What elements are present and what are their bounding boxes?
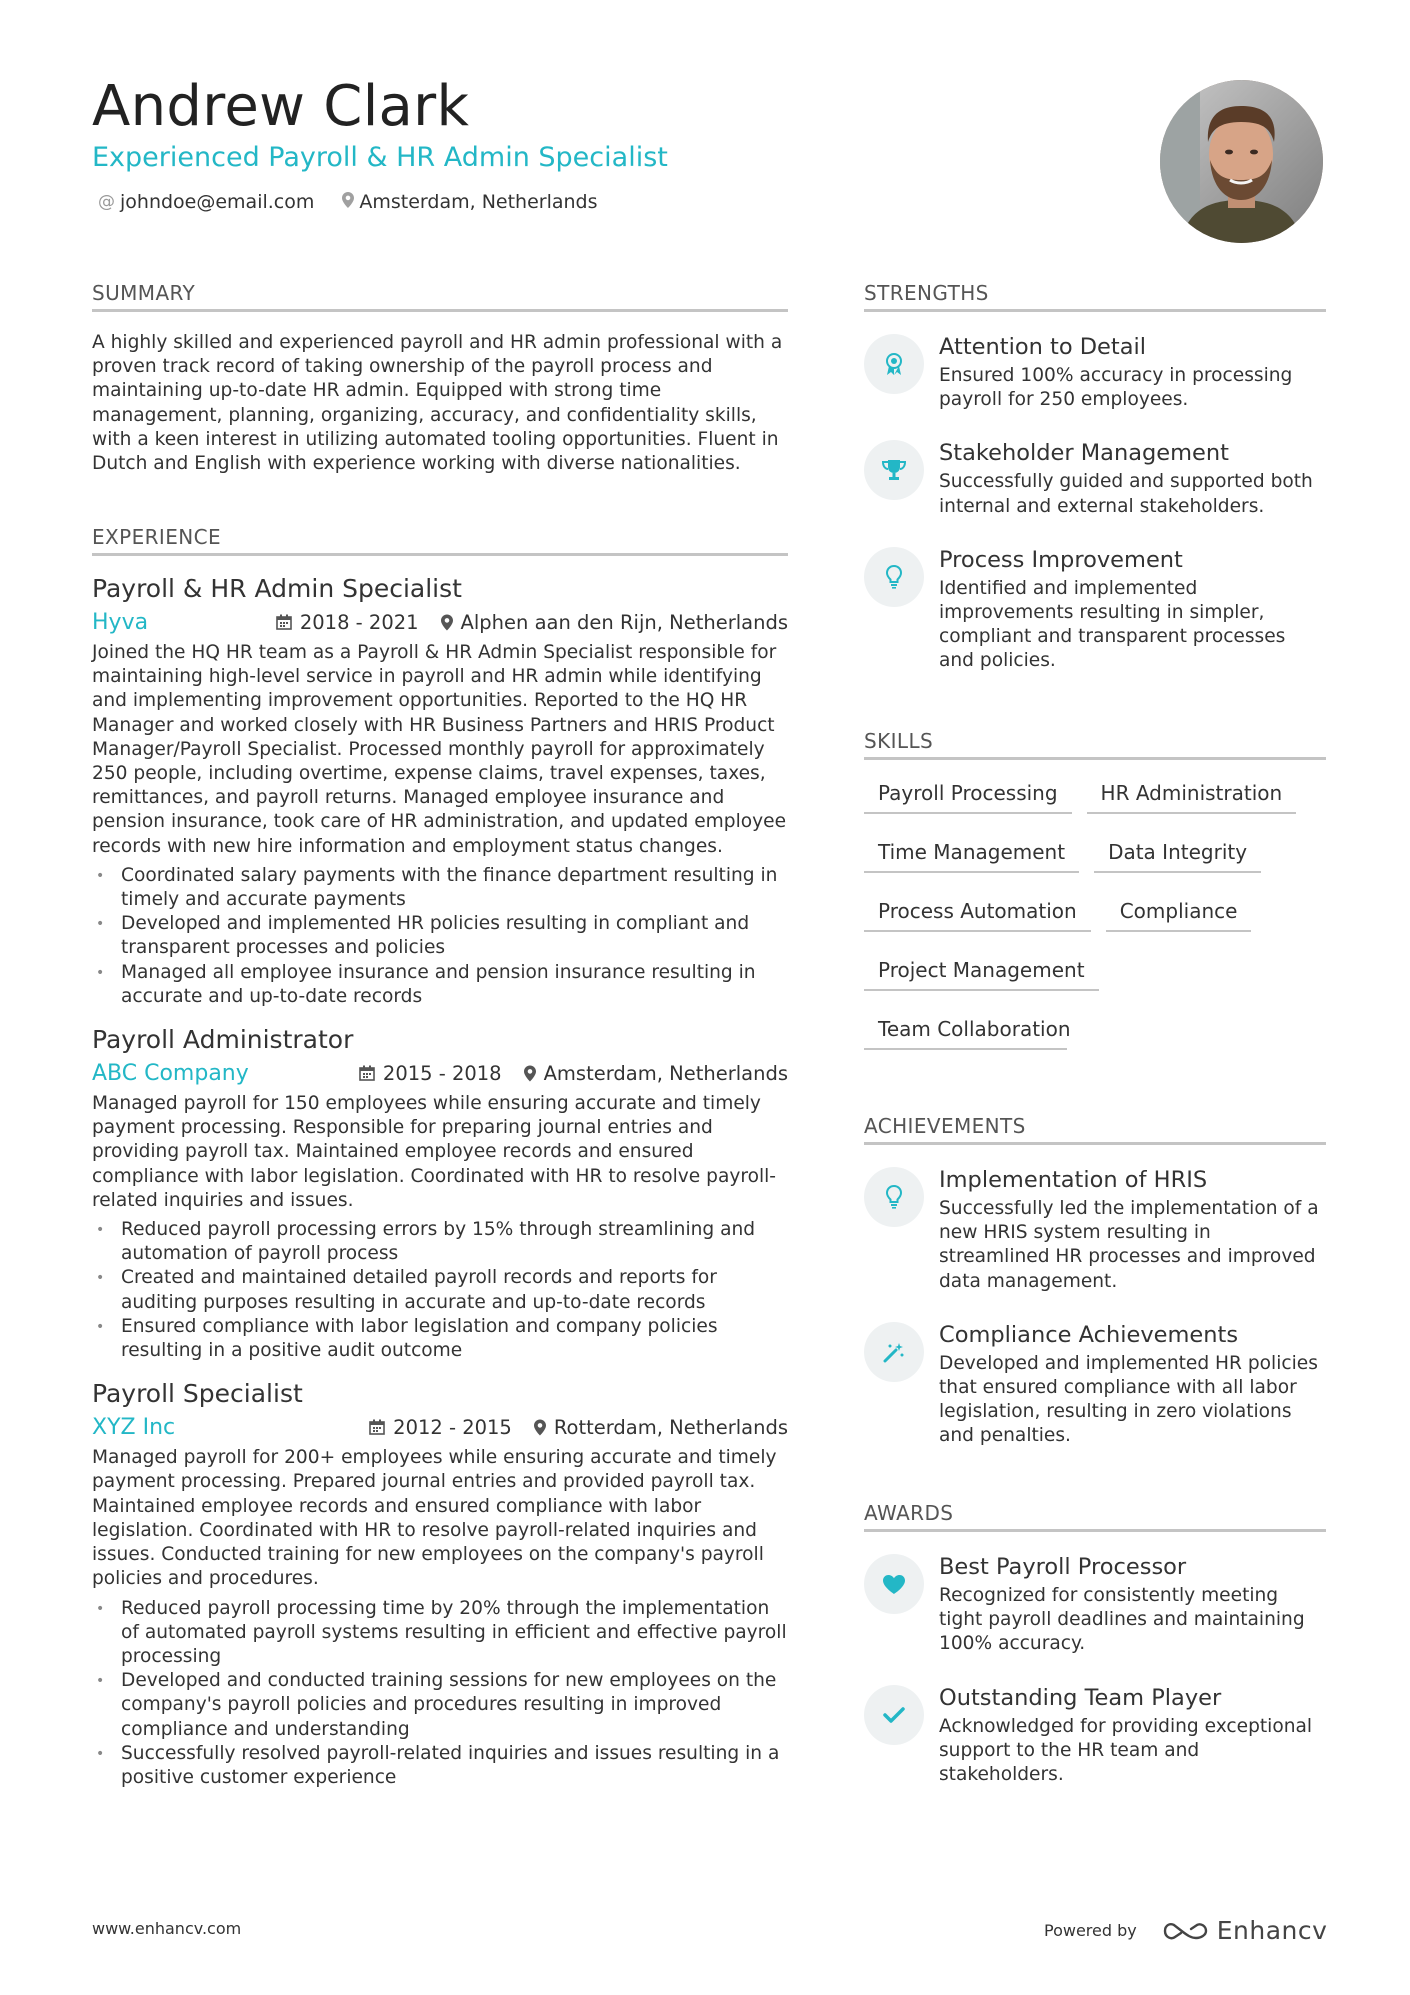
achievement-item (864, 1165, 1326, 1294)
job-dates (359, 1062, 502, 1085)
award-title: Best Payroll Processor (939, 1554, 1187, 1580)
strengths-heading: STRENGTHS (864, 281, 1326, 312)
job-bullets (92, 864, 788, 1009)
candidate-title: Experienced Payroll & HR Admin Specialist (92, 142, 668, 173)
award-desc: Recognized for consistently meeting tight payroll deadlines and maintaining 100% accuracy. (939, 1585, 1305, 1655)
skill-tag: Compliance (1106, 896, 1252, 932)
award-item (864, 1683, 1326, 1788)
strength-title: Process Improvement (939, 546, 1183, 573)
awards-heading: AWARDS (864, 1501, 1326, 1532)
summary-text: A highly skilled and experienced payroll and HR admin professional with a proven track record of taking ownership of the payroll process and maintaining up-to-date HR admin. Equipped with strong time management, planning, organizing, accuracy, and confidentiality skills, with a keen interest in utilizing automated tooling opportunities. Fluent in Dutch and English with experience working with diverse nationalities. (92, 332, 783, 475)
achievement-title: Compliance Achievements (939, 1321, 1239, 1348)
heart-icon (864, 1554, 924, 1614)
strength-title: Stakeholder Management (939, 440, 1229, 467)
bullet-item: • Coordinated salary payments with the finance department resulting in timely and accurate payments (92, 864, 788, 912)
award-title: Outstanding Team Player (939, 1684, 1222, 1711)
achievements-section (864, 1114, 1326, 1449)
location-text: Amsterdam, Netherlands (359, 191, 598, 213)
job-entry (92, 1378, 788, 1790)
award-item (864, 1552, 1326, 1657)
bullet-item: • Developed and implemented HR policies resulting in compliant and transparent processes and policies (92, 912, 788, 960)
job-dates (369, 1416, 512, 1439)
job-meta (92, 1412, 788, 1442)
experience-heading: EXPERIENCE (92, 525, 788, 556)
location-pin-icon (534, 1419, 546, 1436)
contact-bar (98, 191, 626, 213)
job-location (441, 611, 788, 634)
email-text: johndoe@email.com (120, 191, 315, 213)
trophy-icon (864, 440, 924, 500)
strength-title: Attention to Detail (939, 334, 1147, 360)
award-ribbon-icon (864, 334, 924, 394)
strength-desc: Ensured 100% accuracy in processing payroll for 250 employees. (939, 365, 1293, 411)
job-location (534, 1416, 788, 1439)
achievements-list (864, 1165, 1326, 1449)
job-bullets (92, 1597, 788, 1791)
summary-section (92, 281, 788, 476)
bullet-item: • Reduced payroll processing time by 20% through the implementation of automated payroll systems resulting in efficient and effective payroll processing (92, 1597, 788, 1670)
location-pin-icon (342, 192, 354, 213)
skill-tag: Team Collaboration (864, 1014, 1067, 1050)
calendar-icon (369, 1419, 385, 1435)
job-location (524, 1062, 788, 1085)
job-description: Joined the HQ HR team as a Payroll & HR Admin Specialist responsible for maintaining high-level service in payroll and HR admin while identifying and implementing improvement opportunities. Reported to the HQ HR Manager and worked closely with HR Business Partners and HRIS Product Manager/Payroll Specialist. Processed monthly payroll for approximately 250 people, including overtime, expense claims, travel expenses, taxes, remittances, and payroll returns. Managed employee insurance and pension insurance, took care of HR administration, and updated employee records with new hire information and employment status changes. (92, 642, 787, 857)
powered-by-label: Powered by (1044, 1921, 1137, 1940)
experience-section (92, 525, 788, 1790)
lightbulb-icon (864, 1167, 924, 1227)
strength-item (864, 545, 1326, 674)
strength-item (864, 438, 1326, 518)
strength-desc: Successfully guided and supported both internal and external stakeholders. (939, 471, 1313, 517)
bullet-item: • Managed all employee insurance and pension insurance resulting in accurate and up-to-date records (92, 961, 788, 1009)
achievement-title: Implementation of HRIS (939, 1167, 1208, 1193)
awards-section (864, 1501, 1326, 1787)
location-text: Alphen aan den Rijn, Netherlands (460, 610, 788, 634)
profile-photo (1160, 80, 1323, 243)
email-contact[interactable] (98, 191, 314, 213)
job-entry (92, 573, 788, 1009)
company-name: XYZ Inc (92, 1414, 176, 1440)
footer-url[interactable]: www.enhancv.com (92, 1919, 242, 1938)
award-desc: Acknowledged for providing exceptional support to the HR team and stakeholders. (939, 1715, 1313, 1786)
strength-desc: Identified and implemented improvements resulting in simpler, compliant and transparent processes and policies. (939, 577, 1286, 672)
strengths-section (864, 281, 1326, 674)
magic-wand-icon (864, 1322, 924, 1382)
location-text: Amsterdam, Netherlands (543, 1061, 788, 1085)
company-name: ABC Company (92, 1060, 249, 1086)
enhancv-logo-icon (1163, 1920, 1209, 1942)
strength-item (864, 332, 1326, 412)
job-title: Payroll Administrator (92, 1025, 354, 1055)
awards-list (864, 1552, 1326, 1787)
job-entry (92, 1024, 788, 1363)
job-title: Payroll Specialist (92, 1379, 303, 1409)
job-meta (92, 607, 788, 637)
calendar-icon (276, 614, 292, 630)
brand-name: Enhancv (1216, 1916, 1328, 1945)
bullet-item: • Ensured compliance with labor legislation and company policies resulting in a positive audit outcome (92, 1315, 788, 1363)
bullet-item: • Successfully resolved payroll-related inquiries and issues resulting in a positive customer experience (92, 1742, 788, 1790)
achievement-desc: Successfully led the implementation of a new HRIS system resulting in streamlined HR processes and improved data management. (939, 1198, 1319, 1292)
bullet-item: • Developed and conducted training sessions for new employees on the company's payroll policies and procedures resulting in improved compliance and understanding (92, 1669, 788, 1742)
skills-list (864, 778, 1326, 1073)
job-title: Payroll & HR Admin Specialist (92, 574, 462, 603)
skill-tag: Project Management (864, 955, 1099, 991)
bullet-item: • Reduced payroll processing errors by 15% through streamlining and automation of payroll process (92, 1218, 788, 1266)
skill-tag: Time Management (864, 837, 1079, 873)
job-dates (276, 611, 419, 634)
candidate-name: Andrew Clark (92, 74, 470, 139)
skill-tag: HR Administration (1087, 778, 1297, 814)
achievements-heading: ACHIEVEMENTS (864, 1114, 1326, 1145)
skill-tag: Process Automation (864, 896, 1091, 932)
powered-by[interactable] (1044, 1916, 1327, 1945)
location-pin-icon (441, 614, 453, 631)
bullet-item: • Created and maintained detailed payroll records and reports for auditing purposes resulting in accurate and up-to-date records (92, 1266, 788, 1314)
location-contact (342, 191, 597, 213)
job-meta (92, 1058, 788, 1088)
calendar-icon (359, 1065, 375, 1081)
job-bullets (92, 1218, 788, 1363)
at-icon: @ (98, 192, 115, 212)
achievement-item (864, 1320, 1326, 1449)
dates-text: 2015 - 2018 (382, 1061, 502, 1085)
skill-tag: Payroll Processing (864, 778, 1072, 814)
company-name: Hyva (92, 609, 149, 635)
dates-text: 2012 - 2015 (393, 1415, 512, 1439)
location-pin-icon (524, 1065, 536, 1082)
achievement-desc: Developed and implemented HR policies that ensured compliance with all labor legislation, resulting in zero violations and penalties. (939, 1352, 1318, 1447)
location-text: Rotterdam, Netherlands (553, 1415, 788, 1439)
checkmark-icon (864, 1685, 924, 1745)
job-description: Managed payroll for 200+ employees while ensuring accurate and timely payment processing. Prepared journal entries and provided payroll tax. Maintained employee records and ensured compliance with labor legislation. Coordinated with HR to resolve payroll-related inquiries and issues. Conducted training for new employees on the company's payroll policies and procedures. (92, 1447, 777, 1590)
strengths-list (864, 332, 1326, 674)
skills-heading: SKILLS (864, 729, 1326, 760)
summary-heading: SUMMARY (92, 281, 788, 312)
job-description: Managed payroll for 150 employees while ensuring accurate and timely payment processing. Responsible for preparing journal entries and providing payroll tax. Maintained employee records and ensured compliance with labor legislation. Coordinated with HR to resolve payroll-related inquiries and issues. (92, 1093, 777, 1211)
lightbulb-icon (864, 547, 924, 607)
skill-tag: Data Integrity (1094, 837, 1261, 873)
dates-text: 2018 - 2021 (299, 610, 419, 634)
skills-section (864, 729, 1326, 1073)
